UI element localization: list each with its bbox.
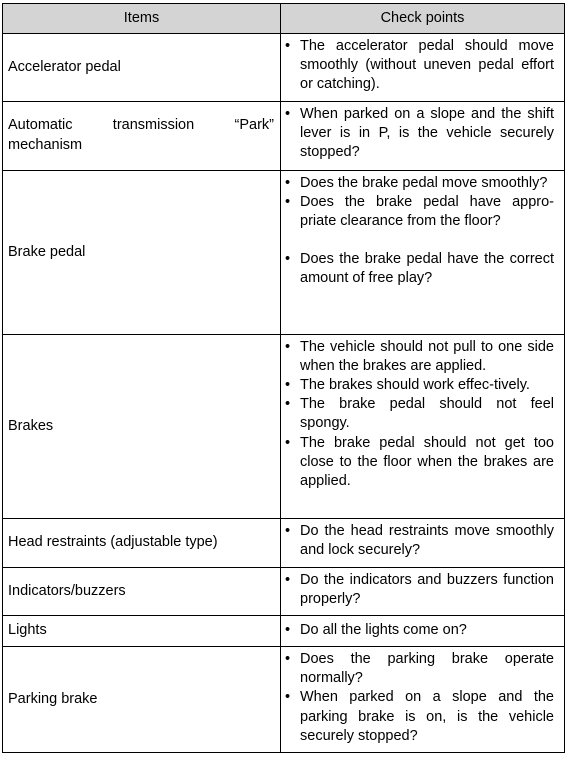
check-points-cell: [281, 518, 565, 567]
bullet: •: [285, 38, 291, 54]
check-point: • Does the parking brake operate normally?: [285, 651, 554, 687]
check-points-cell: [281, 334, 565, 518]
check-point: • The vehicle should not pull to one side when the brakes are applied.: [285, 338, 554, 374]
check-point: • The brakes should work effec-tively.: [285, 376, 554, 395]
bullet: •: [285, 377, 291, 394]
table-row: [3, 334, 565, 518]
bullet: •: [285, 622, 291, 639]
check-points-cell: [281, 616, 565, 647]
bullet: •: [285, 522, 291, 539]
bullet: •: [285, 434, 291, 451]
bullet: •: [285, 174, 291, 191]
check-points-list: [285, 621, 554, 640]
table-row: [3, 518, 565, 567]
item-label-line1: Automatic transmission “Park”: [8, 117, 274, 134]
check-point: • The accelerator pedal should move smoothly (without uneven pedal effort or catching).: [285, 38, 554, 93]
item-lights: Lights: [3, 616, 281, 647]
bullet: •: [285, 251, 291, 268]
check-points-list: [285, 522, 554, 560]
check-point: • Does the brake pedal have the correct amount of free play?: [285, 251, 554, 287]
table-row: [3, 34, 565, 102]
item-brake-pedal: Brake pedal: [3, 170, 281, 334]
inspection-table: [2, 3, 565, 753]
check-point: • Does the brake pedal move smoothly?: [285, 174, 554, 193]
table-row: [3, 616, 565, 647]
item-indicators-buzzers: Indicators/buzzers: [3, 567, 281, 615]
check-points-cell: [281, 647, 565, 753]
table-row: [3, 567, 565, 615]
check-point: • Does the brake pedal have appro-priate clearance from the floor?: [285, 193, 554, 230]
header-items: Items: [3, 4, 281, 34]
check-points-list: [285, 338, 554, 492]
bullet: •: [285, 571, 291, 588]
bullet: •: [285, 193, 291, 210]
table-row: [3, 170, 565, 334]
check-point: • Do the indicators and buzzers function properly?: [285, 571, 554, 607]
bullet: •: [285, 105, 291, 122]
bullet: •: [285, 338, 291, 355]
table-row: [3, 101, 565, 170]
check-point: • The brake pedal should not get too close to the floor when the brakes are applied.: [285, 434, 554, 490]
check-point: • The brake pedal should not feel spongy.: [285, 396, 554, 432]
item-automatic-transmission-park: [3, 101, 281, 170]
table-row: [3, 647, 565, 753]
bullet: •: [285, 396, 291, 413]
item-label-line2: mechanism: [8, 136, 83, 153]
check-points-list: [285, 105, 554, 163]
check-point: • Do all the lights come on?: [285, 621, 554, 640]
item-parking-brake: Parking brake: [3, 647, 281, 753]
check-points-list: [285, 571, 554, 609]
check-point: • Do the head restraints move smoothly and lock securely?: [285, 522, 554, 558]
check-points-list: [285, 650, 554, 746]
check-point: • When parked on a slope and the parking brake is on, is the vehicle securely stopped?: [285, 689, 554, 744]
item-accelerator-pedal: Accelerator pedal: [3, 34, 281, 102]
table-header-row: [3, 4, 565, 34]
bullet: •: [285, 689, 291, 706]
check-points-cell: [281, 34, 565, 102]
bullet: •: [285, 651, 291, 668]
item-brakes: Brakes: [3, 334, 281, 518]
header-check-points: Check points: [281, 4, 565, 34]
check-point: • When parked on a slope and the shift lever is in P, is the vehicle securely stopped?: [285, 105, 554, 161]
check-points-list: [285, 174, 554, 289]
check-points-cell: [281, 170, 565, 334]
check-points-cell: [281, 567, 565, 615]
item-head-restraints: Head restraints (adjustable type): [3, 518, 281, 567]
check-points-list: [285, 37, 554, 95]
check-points-cell: [281, 101, 565, 170]
